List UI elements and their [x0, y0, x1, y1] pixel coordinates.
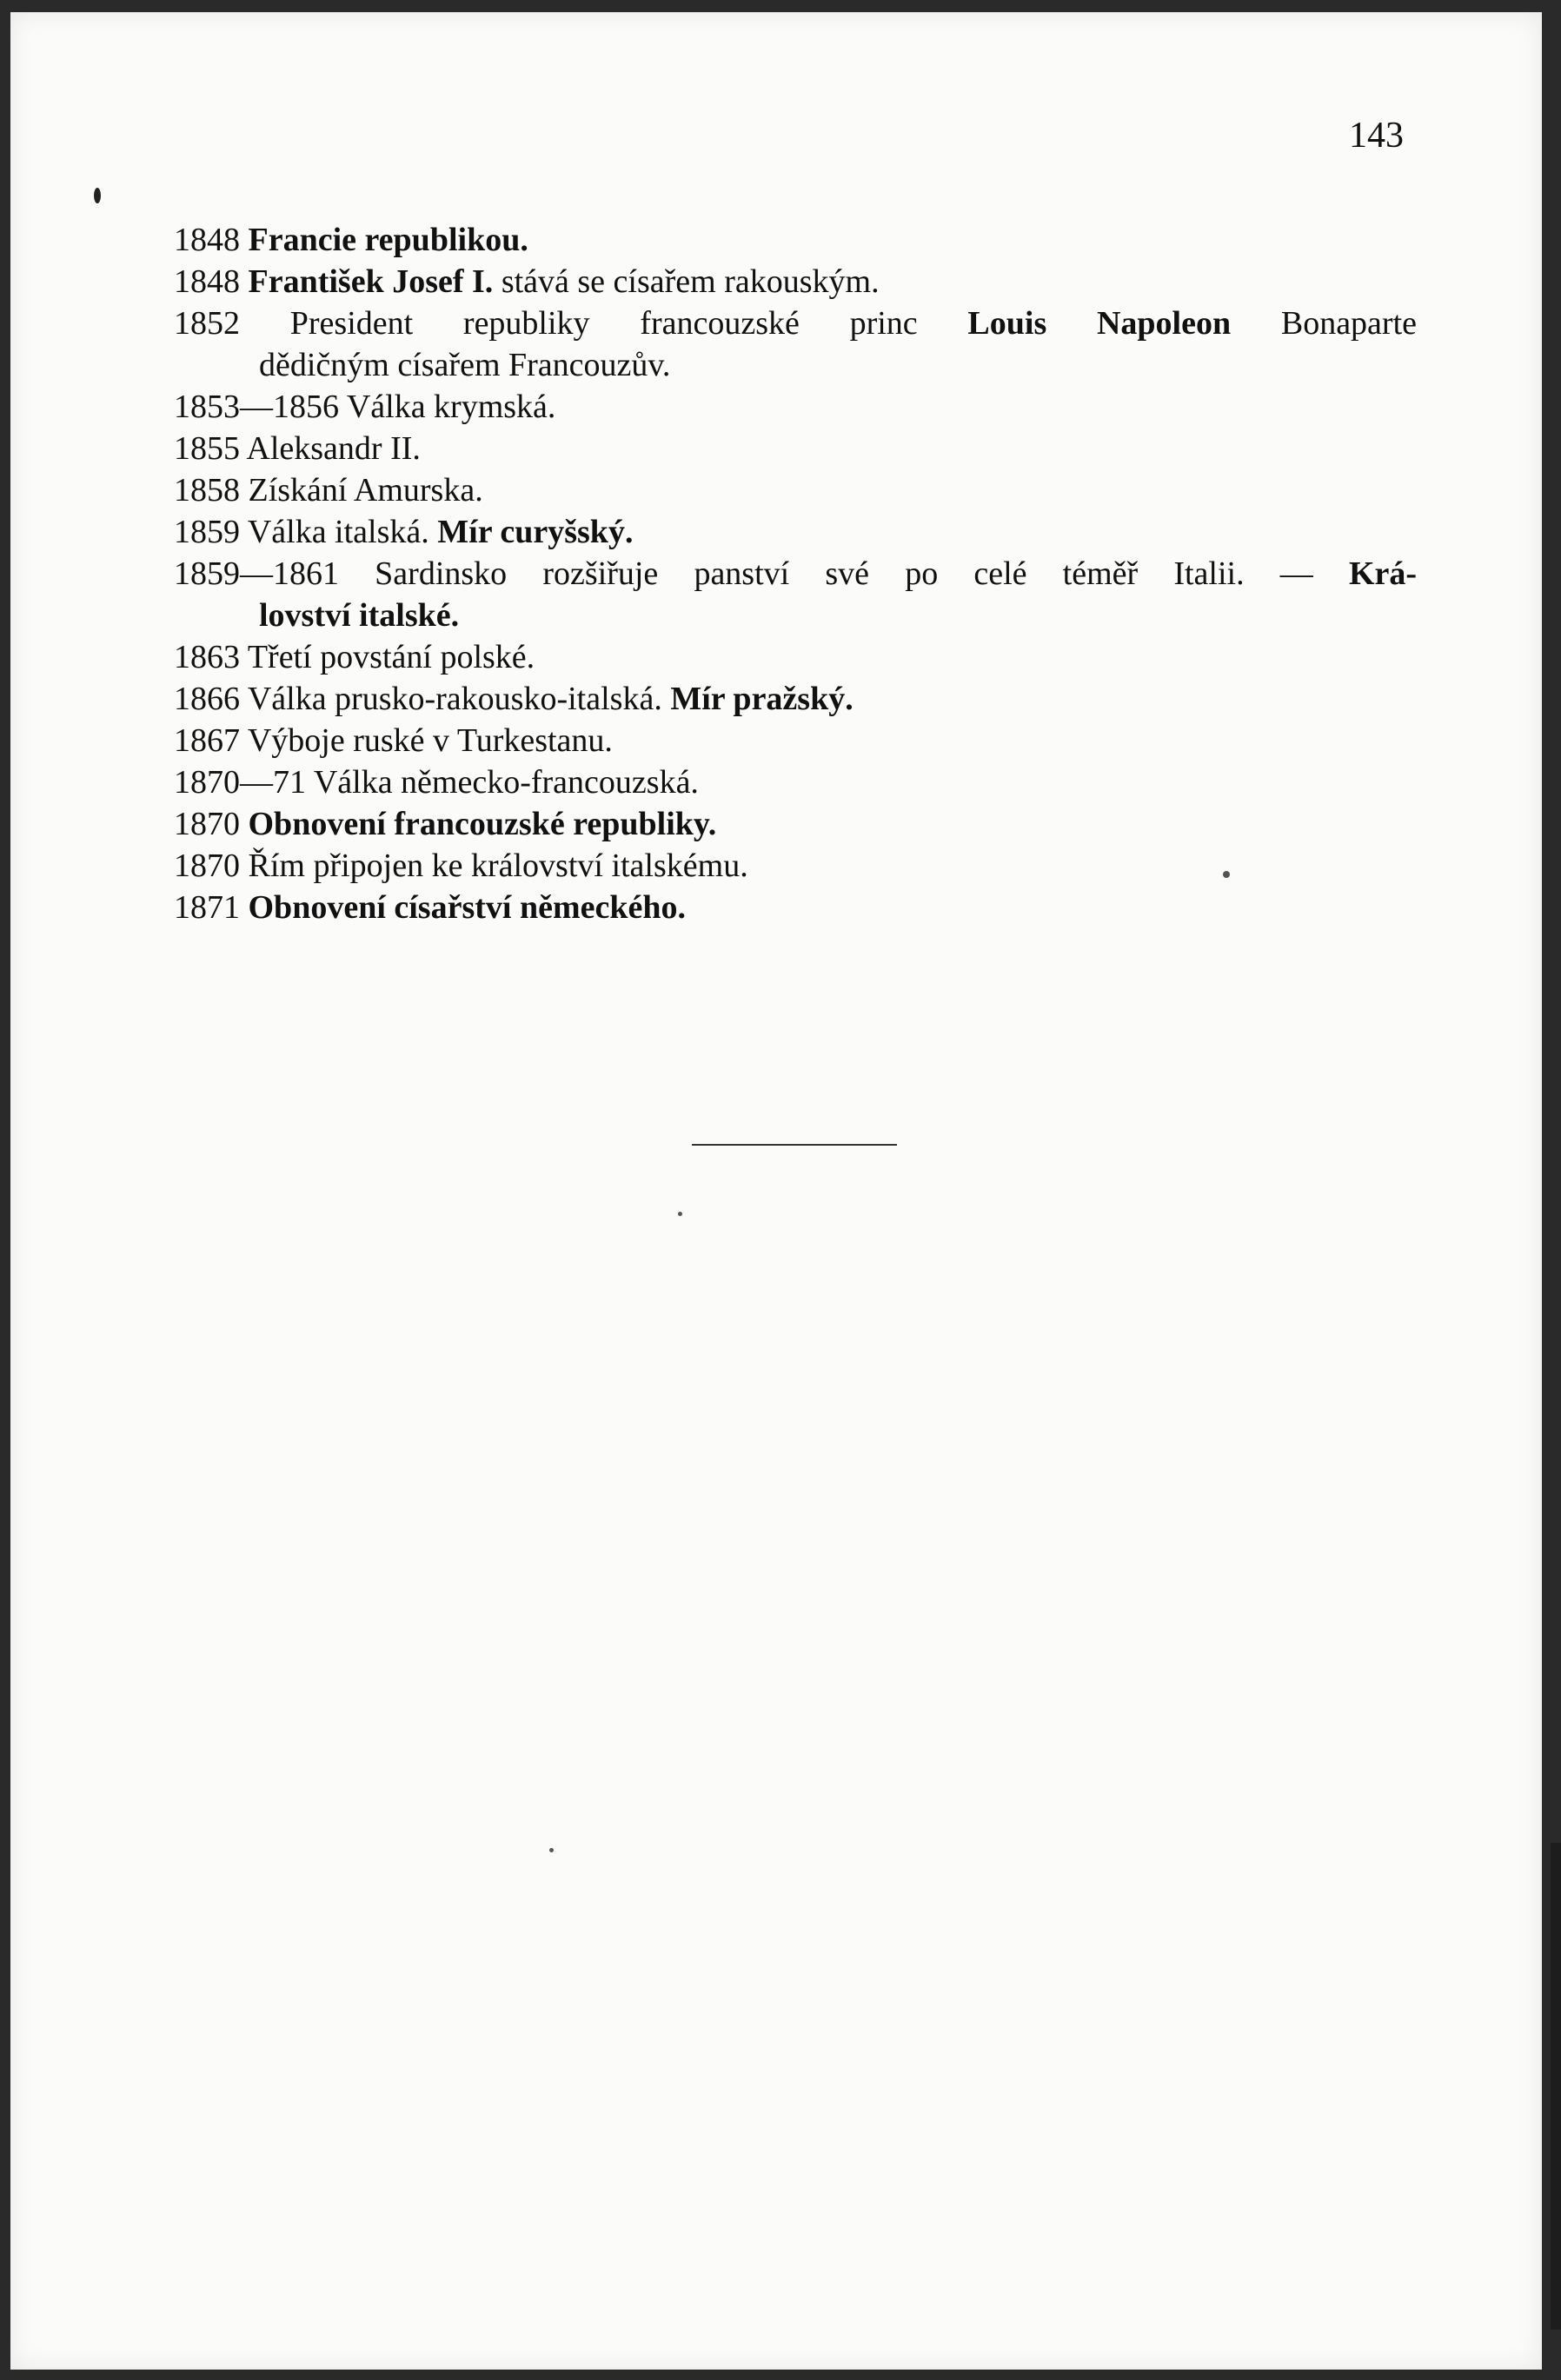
entry-year: 1870: [174, 848, 240, 884]
entry: [174, 511, 1417, 553]
entry-year: 1859—1861: [174, 555, 339, 592]
entry: [174, 553, 1417, 595]
entry-text: Sardinsko rozšiřuje panství své po celé téměř Italii. —: [375, 555, 1349, 592]
entry-text: Řím připojen ke království italskému.: [248, 848, 748, 884]
entry-continuation: [174, 595, 1417, 636]
entry-text-bold: Louis Napoleon: [967, 305, 1232, 342]
page-number: 143: [1349, 116, 1404, 156]
entry-year: 1855: [174, 430, 240, 467]
entry-text-bold: Mír pražský.: [661, 681, 854, 717]
ink-speck: [1223, 871, 1230, 878]
entry-year: 1871: [174, 889, 240, 926]
entry: [174, 720, 1417, 761]
entry-year: 1852: [174, 305, 240, 342]
entry-text: Bonaparte: [1231, 305, 1418, 342]
entry: [174, 386, 1417, 428]
entry: [174, 261, 1417, 302]
entry-text: Třetí povstání polské.: [247, 639, 535, 675]
entry-text-bold: František Josef I.: [248, 263, 494, 300]
entry: [174, 803, 1417, 845]
entry-text: Aleksandr II.: [246, 430, 421, 467]
book-page: [10, 12, 1542, 2370]
entry-continuation-text: dědičným císařem Francouzův.: [259, 347, 671, 383]
entry-year: 1870—71: [174, 764, 306, 801]
entry: [174, 219, 1417, 261]
entry-year: 1859: [174, 514, 240, 550]
entry-text: President republiky francouzské princ: [289, 305, 968, 342]
entry-text: Válka německo-francouzská.: [313, 764, 699, 801]
entry-text-bold: Francie republikou.: [248, 222, 528, 258]
entry: [174, 428, 1417, 469]
ink-speck: [549, 1848, 554, 1852]
entry-year: 1866: [174, 681, 240, 717]
entry-text: Získání Amurska.: [248, 472, 483, 509]
entry-year: 1853—1856: [174, 389, 339, 425]
entry-text-bold: Krá-: [1348, 555, 1418, 592]
page-edge-shadow: [1551, 1843, 1561, 2330]
entry-year: 1867: [174, 722, 240, 759]
entry-text: Válka prusko-rakousko-italská.: [247, 681, 662, 717]
entry-text: Válka krymská.: [346, 389, 556, 425]
entry: [174, 636, 1417, 678]
ink-speck: [678, 1212, 682, 1216]
entry: [174, 887, 1417, 928]
entry-text: stává se císařem rakouským.: [493, 263, 880, 300]
entry: [174, 761, 1417, 803]
entry-year: 1870: [174, 806, 240, 842]
entry-year: 1858: [174, 472, 240, 509]
entry-text-bold: Mír curyšský.: [428, 514, 634, 550]
entry-year: 1848: [174, 222, 240, 258]
entry-continuation: [174, 344, 1417, 386]
entry-text-bold: Obnovení francouzské republiky.: [248, 806, 717, 842]
entry-text-bold: Obnovení císařství německého.: [248, 889, 686, 926]
entry-text: Výboje ruské v Turkestanu.: [247, 722, 613, 759]
entry-year: 1863: [174, 639, 240, 675]
entry-year: 1848: [174, 263, 240, 300]
entry: [174, 678, 1417, 720]
entry: [174, 302, 1417, 344]
section-divider: [692, 1144, 897, 1146]
chronology-list: [174, 219, 1417, 928]
entry-continuation-text: lovství italské.: [259, 597, 460, 634]
entry: [174, 845, 1417, 887]
entry: [174, 469, 1417, 511]
entry-text: Válka italská.: [247, 514, 429, 550]
ink-speck: [94, 188, 101, 203]
